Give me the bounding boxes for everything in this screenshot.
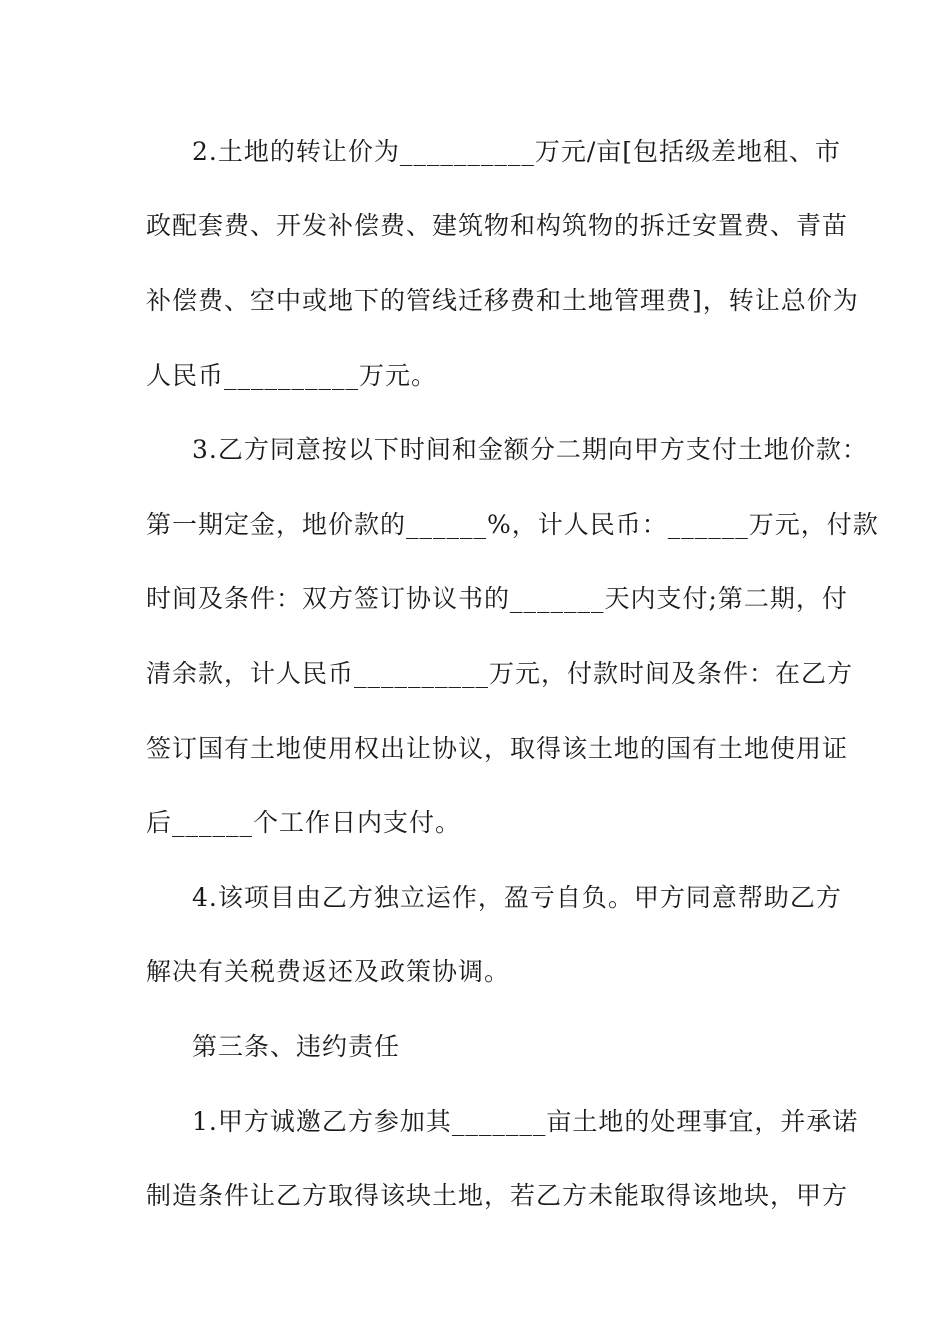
paragraph-line: 时间及条件：双方签订协议书的_______天内支付;第二期，付 xyxy=(146,584,848,613)
paragraph-line: 清余款，计人民币__________万元，付款时间及条件：在乙方 xyxy=(146,659,854,688)
paragraph-line: 第一期定金，地价款的______%，计人民币：______万元，付款 xyxy=(146,510,879,539)
paragraph-line: 4.该项目由乙方独立运作，盈亏自负。甲方同意帮助乙方 xyxy=(192,883,842,912)
paragraph-line: 政配套费、开发补偿费、建筑物和构筑物的拆迁安置费、青苗 xyxy=(146,211,849,240)
paragraph-line: 补偿费、空中或地下的管线迁移费和土地管理费]，转让总价为 xyxy=(146,286,859,315)
paragraph-line: 2.土地的转让价为__________万元/亩[包括级差地租、市 xyxy=(192,137,842,166)
paragraph-line: 签订国有土地使用权出让协议，取得该土地的国有土地使用证 xyxy=(146,734,849,763)
paragraph-line: 3.乙方同意按以下时间和金额分二期向甲方支付土地价款： xyxy=(192,435,868,464)
paragraph-line: 1.甲方诚邀乙方参加其_______亩土地的处理事宜，并承诺 xyxy=(192,1107,859,1136)
paragraph-line: 后______个工作日内支付。 xyxy=(146,808,462,837)
paragraph-line: 制造条件让乙方取得该块土地，若乙方未能取得该地块，甲方 xyxy=(146,1181,849,1210)
paragraph-line: 人民币__________万元。 xyxy=(146,361,438,390)
section-heading: 第三条、违约责任 xyxy=(192,1032,401,1061)
paragraph-line: 解决有关税费返还及政策协调。 xyxy=(146,957,511,986)
